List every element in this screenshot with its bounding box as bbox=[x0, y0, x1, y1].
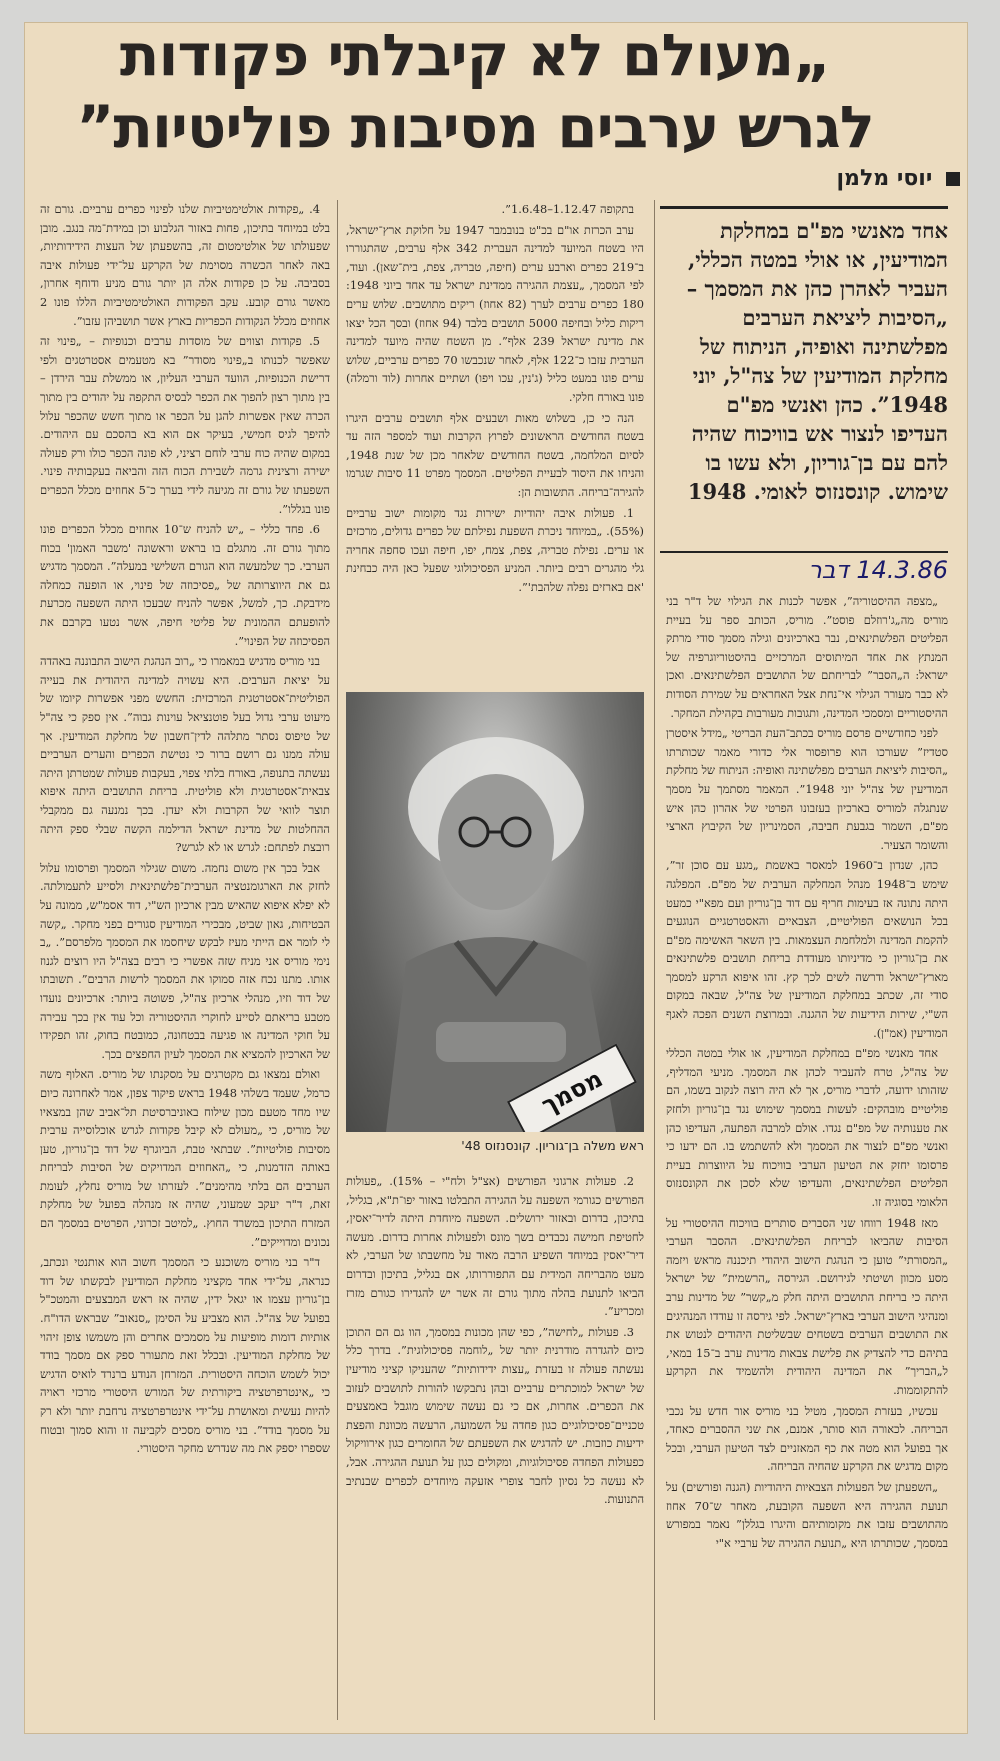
paragraph: אבל בכך אין משום נחמה. משום שגילוי המסמך ופרסומו עלול לחזק את הארגומנטציה הערבית־פלשתינאית ולסייע לתעמולתה. לא יפלא איפוא שהאיש מבין ארכיון הש"י, דוד אסמ"ש, ממונה על הבטיחות, גאון שביט, מבכירי המודיעין סגורים בפני מחקר. „קשה לי לומר אם הייתי מעיז לבקש שיחסמו את המסמך מלפרסם”. „ב נימי מוריס אני מניח שזה אפשרי כי רבים בצה"ל היו רוצים לגנוז אותו. מתנו נכח אזה סמוקו את המסמך לרשות הרבים”. תשובתו של דוד וזיו, מנהלי ארכיון צה"ל, פשוטה ביותר: ארכיונים נועדו מטבע בריאתם לסייע לחוקרי ההיסטוריה וכל עוד אין בכך עבירה על חוקי המדינה או פגיעה בבטחונה, כמובטח בחוק, זהו תפקידו של הארכיון להמציא את המסמך לעיון החפצים בכך. bbox=[40, 860, 330, 1061]
paragraph: „מצפה ההיסטוריה”, אפשר לכנות את הגילוי של ד"ר בני מוריס מה„ג'רוזלם פוסט”. מוריס, הכותב ספר על בעיית הפליטים הפלשתינאים, נבר בארכיונים וגילה מסמך סודי מרתק המנתץ את אחד המיתוסים המרכזיים בהיסטוריוגרפיה של ישראל: ה„הסבר” לבריחתם של התושבים הפלשתינאים. ואכן לא כבר מעורר הגילוי אי־נחת אצל האחראים על שמירת הסודות ההיסטוריים ומסמכי המדינה, ותגובות מעורבות בקהילת המחקר. bbox=[666, 594, 948, 720]
paragraph: 4. „פקודות אולטימטיביות שלנו לפינוי כפרים ערביים. גורם זה בלט במיוחד בתיכון, פחות באזור הגלבוע וכן במידת־מה בנגב. מובן שפעולתו של אולטימטום זה, בהשפעתן של העצות הידידותיות, באה לאחר הכשרה מסוימת של הקרקע על־ידי פעולות איבה בסביבה. על כן פקודות אלה הן יותר גורם מניע ודוחף אחרון, מאשר גורם קובע. עקב הפקודות האולטימטיביות הללו פונו 2 אחוזים מכלל הנקודות הכפריות בארץ אשר תושביהן עזבו”. bbox=[40, 202, 330, 328]
column-divider bbox=[654, 200, 655, 1720]
document-stamp: מסמך bbox=[507, 1043, 637, 1132]
article-column-middle-top bbox=[346, 200, 644, 680]
lead-top-rule bbox=[660, 206, 948, 209]
paragraph: 5. פקודות וצווים של מוסדות ערבים וכנופיות – „פינוי זה שאפשר לכנותו ב„פינוי מסודר” בא מטעמים אסטרטגים ולפי דרישת הכנופיות, הוועד הערבי העליון, או ממשלת עבר הירדן – בין מתוך רצון להפוך את הכפר לבסיס התקפה על יהודים בין מתוך הכרה שאין אפשרות להגן על הכפר או מתוך חשש שהכפר עלול להיפך לגיס חמישי, בעיקר אם הוא בא בהסכם עם היהודים. במקום שהיה כוח ערבי לוחם רציני, לא פונה הכפר כולו ורק פעולה ישירה ורצינית גרמה לשבירת הכוח הזה והביאה בעקבותיה פינוי. השפעתו של גורם זה מגיעה לידי בערך כ־5 אחוזים מכלל הכפרים פונו בגללו”. bbox=[40, 334, 330, 516]
portrait-photo bbox=[346, 692, 644, 1132]
paragraph: ד"ר בני מוריס משוכנע כי המסמך חשוב הוא אותנטי ונכתב, כנראה, על־ידי אחד מקציני מחלקת המודיעין לבקשתו של דוד בן־גוריון עצמו או יגאל ידין, שהיה אז ראש המבצעים והמטכ"ל בפועל של צה"ל. הוא מצביע על הסימן „סנאוב” שבראש הדו"ח. אותיות דומות מופיעות על מסמכים אחרים והן משמשו צופן זיהוי של מחלקת המודיעין. ובכלל זאת מתעורר ספק אם מסמך בודד יכול לשמש הוכחה היסטורית. המזרחן הנודע ברנרד לואיס הדגיש כי „אינטרפרטציה ביקורתית של המורש היסטורי מרכזי ראויה להיות נעשית ומאושרת על־ידי אינטרפרטציה נרחבת יותר ולא רק על מסמך בודד”. בני מוריס מסכים לקביעה זו והוא סמוך ובטוח שספרו יספק את מה שנדרש מחקר היסטורי. bbox=[40, 1255, 330, 1456]
handwritten-date-note: 14.3.86 דבר bbox=[808, 556, 948, 584]
headline-line-1: „מעולם לא קיבלתי פקודות bbox=[119, 21, 831, 89]
paragraph: אחד מאנשי מפ"ם במחלקת המודיעין, או אולי במטה הכללי של צה"ל, טרח להעביר לכהן את המסמך. מניעי המדליף, שזהותו ידועה, לדברי מוריס, אך לא היה רוצה לנקוב בשמו, הם פוליטיים מובהקים: לעשות במסמך שימוש נגד בן־גוריון ולחזק את טענותיה של מפ"ם נגדו. אולם למרבה הפתעה, העדיפו כהן ואנשי מפ"ם לנצור את המסמך ולא להשתמש בו. הם ידעו כי פרסומו יחזק את הטיעון הערבי בוויכוח על היווצרות בעיית הפליטים הפלשתינאים, והעדיפו שלא לסכן את הקונסנזוס הלאומי בסוגיה זו. bbox=[666, 1046, 948, 1209]
byline-author: יוסי מלמן bbox=[836, 166, 933, 191]
article-column-left bbox=[40, 200, 330, 1722]
paragraph: 6. פחד כללי – „יש להניח ש־10 אחוזים מכלל הכפרים פונו מתוך גורם זה. מתגלם בו בראש וראשונה 'משבר האמון' בכוח הערבי. כך שלמעשה הוא הגורם השלישי במעלה”. המסמך מדגיש גם את היווצרותה של „פסיכוזה של פינוי, או הופעה כמחלה מידבקת. כך, למשל, אפשר להניח שבעכו היתה השפעה מכרעת להופעתם ההמונית של פליטי חיפה, אשר נטעו בקרבם את הפסיכוזה של הפינוי”. bbox=[40, 522, 330, 648]
byline bbox=[837, 166, 961, 191]
paragraph: בתקופה 1.12.47–1.6.48”. bbox=[501, 202, 634, 216]
paragraph: ואולם נמצאו גם מקטרגים על מסקנתו של מוריס. האלוף משה כרמל, שעמד בשלהי 1948 בראש פיקוד צפון, אמר לאחרונה כיום שיו מחד מטעם מכון שילוח באוניברסיטת תל־אביב שהן במצאיו של מוריס, כי „מעולם לא קיבל פקודות לגרש אוכלוסייה ערבית מסיבות פוליטיות”. שבתאי טבת, הביוגרף של דוד בן־גוריון, טען באותה הזדמנות, כי „האחוזים המדויקים של הסיבות לבריחת הערבים הם בלתי מהימנים”. לעזרתו של מוריס נחלץ, לעומת זאת, ד"ר יעקב שמעוני, שהיה אז מנהלה בפועל של מחלקת המזרח התיכון במשרד החוץ. „למיטב זכרוני, הפרטים במסמך הם נכונים ומדוייקים”. bbox=[40, 1067, 330, 1249]
photo-caption: ראש משלה בן־גוריון. קונסנזוס 48' bbox=[461, 1138, 644, 1153]
paragraph: מאז 1948 רווחו שני הסברים סותרים בוויכוח ההיסטורי על הסיבות שהביאו לבריחת הפלשתינאים. ההסבר הערבי „המסורתי” טוען כי הנהגת הישוב היהודי תיכננה מראש ויזמה מסע מכוון ושיטתי לגירושם. הגירסה „הרשמית” של ישראל היתה כי בריחת התושבים היתה חלק מ„קשר” של מדינות ערב ומנהיגי הישוב הערבי בארץ־ישראל. לפי גירסה זו עודדו המנהיגים את התושבים הערבים בשטחים שבשליטת היהודים לנטוש את בתיהם כדי להצדיק את פלישת צבאות מדינות ערב ב־15 במאי, ל„הבריך” את המדינה היהודית ולהשמיד את הקרקע להתקוממות. bbox=[666, 1215, 948, 1397]
paragraph: 2. פעולות ארגוני הפורשים (אצ"ל ולח"י – 15%). „פעולות הפורשים כגורמי השפעה על ההגירה התבלטו באזור יפו־ת"א, בגליל, בתיכון, בדרום ובאזור ירושלים. השפעה מיוחדת היתה לדיר־יאסין, לחטיפת חמישה נכבדים בשך מונס ולפעולות אחרות בדרום. מעשה דיר־יאסין במיוחד השפיע הרבה מאוד על מחשבתו של הערבי, לא מעט מהבריחה המידית עם התפוררותו, אם בגליל, בתיכון ובדרום הביאו לתנועת בהלה מתוך גורם זה אשר יש להגדירו כגורם מזרז ומכריע”. bbox=[346, 1174, 644, 1319]
article-column-middle-bottom bbox=[346, 1172, 644, 1722]
byline-square-icon bbox=[946, 172, 960, 186]
article-column-right bbox=[666, 592, 948, 1722]
paragraph: 1. פעולות איבה יהודיות ישירות נגד מקומות ישוב ערביים (55%). „במיוחד ניכרת השפעת נפילתם של כפרים גדולים, מרכזים או ערים. נפילת טבריה, צפת, צמח, יפו, חיפה ועכו סחפה אחריה גלי מהגרים רבים ביותר. המניע הפסיכולוגי שפעל כאן היה כבחינת 'אם בארזים נפלה שלהבת'”. bbox=[346, 505, 644, 594]
paragraph: „השפעתן של הפעולות הצבאיות היהודיות (הגנה ופורשים) על תנועת ההגירה היא השפעה הקובעת, מאחר ש־70 אחוז מהתושבים עזבו את מקומותיהם והיגרו בגללן” נאמר במפורש במסמך, שכותרתו היא „תנועת ההגירה של ערביי א"י bbox=[666, 1479, 948, 1550]
paragraph: עכשיו, בעזרת המסמך, מטיל בני מוריס אור חדש על נכבי הבריחה. לכאורה הוא סותר, אמנם, את שני ההסברים כאחד, אך בפועל הוא מטה את כף המאזניים לצד הטיעון הערבי, ובכל מקום מדגיש את הקרקע שהחיה הבריחה. bbox=[666, 1403, 948, 1474]
headline-line-2: לגרש ערבים מסיבות פוליטיות” bbox=[76, 93, 874, 161]
lead-bottom-rule bbox=[660, 551, 948, 553]
paragraph: לפני כחודשיים פרסם מוריס בכתב־העת הבריטי „מידל איסטרן סטדיז” שעורכו הוא פרופסור אלי כדורי מאמר שכותרתו „הסיבות ליציאת הערבים מפלשתינה ואופיה: הניתוח של מחלקת המודיעין של צה"ל יוני 1948”. המאמר מסתמך על מסמך שנתגלה למוריס בארכיון בעזבונו הפרטי של אהרון כהן איש מפ"ם, השמור בגבעת חביבה, הסמינריון של הקיבוץ הארצי והשומר הצעיר. bbox=[666, 726, 948, 852]
paragraph: כהן, שנדון ב־1960 למאסר באשמת „מגע עם סוכן זר”, שימש ב־1948 מנהל המחלקה הערבית של מפ"ם. המפלגה היתה נתונה אז בעימות חריף עם דוד בן־גוריון ועם מפא"י כמעט בכל הנושאים הפוליטיים, הצבאיים והאסטרטגיים הנוגעים להקמת המדינה ולמלחמת העצמאות. בין השאר האשימה מפ"ם את בן־גוריון כי מדיניותו מעודדת בריחת תושבים פלשתינאים מארץ־ישראל ודרשה לשים לכך קץ. זהו איפוא הרקע למסמך סודי זה, שכתב במחלקת המודיעין של צה"ל, שבאה במקום הש"י, שירות הידיעות של ההגנה. ובמרוצת השנים הפכה לאגף המודיעין (אמ"ן). bbox=[666, 858, 948, 1040]
paragraph: בני מוריס מדגיש במאמרו כי „רוב הנהגת הישוב התבוננה באהדה על יציאת הערבים. היא עשויה למדינה היהודית את בעייה הפוליטית־אסטרטגית המרכזית: החשש מפני אפשרות קיומו של מיעוט ערבי גדול בעל פוטנציאל עוינות גבוה”. אין ספק כי צה"ל של טיפוס נסתר מתלהה לדין־חשבון של מחלקת המודיעין. אך עולה ממנו גם רושם ברור כי נטישת הכפרים והערים הערביים נעשתה בתנופה, באורח בלתי צפוי, בעקבות פעולות שמטרתן היתה צבאית־אסטרטגית ולא פוליטית. בריחת התושבים היתה איפוא תוצר לוואי של הקרבות ולא יעדן. בכך נמנעה גם ממקבלי ההחלטות של מדינת ישראל הדילמה הקשה שבלי ספק היתה רובצת לפתחם: לגרש או לא לגרש? bbox=[40, 654, 330, 855]
paragraph: ערב הכרזת או"ם בכ"ט בנובמבר 1947 על חלוקת ארץ־ישראל, היו בשטח המיועד למדינה העברית 342 אלף ערבים, שהתגוררו ב־219 כפרים וארבע ערים (חיפה, טבריה, צפת, בית־שאן). ועוד, לפי המסמך, „עצמת ההגירה ממדינת ישראל עד אחד ביוני 1948: 180 כפרים ערבים לערך (82 אחוז) ריקים מתושבים. שלוש ערים ריקות כליל ובחיפה 5000 תושבים בלבד (94 אחוז) ובסך הכל יצאו את מדינת ישראל 239 אלף”. מן השטח שהיה מיועד למדינה הערבית עזבו כ־122 אלף, לאחר שנכבשו 70 כפרים ערביים, שלוש ערים פונו במעט כליל (ג'נין, עכו ויפו) ושתיים אחרות (לוד ורמלה) פונו באורח חלקי. bbox=[346, 222, 644, 404]
lead-paragraph: אחד מאנשי מפ"ם במחלקת המודיעין, או אולי במטה הכללי, העביר לאהרן כהן את המסמך – „הסיבות ליציאת הערבים מפלשתינה ואופיה, הניתוח של מחלקת המודיעין של צה"ל, יוני 1948”. כהן ואנשי מפ"ם העדיפו לנצור אש בוויכוח שהיה להם עם בן־גוריון, ולא עשו בו שימוש. קונסנזוס לאומי. 1948 bbox=[686, 218, 948, 504]
column-divider bbox=[337, 200, 338, 1720]
paragraph: הנה כי כן, בשלוש מאות ושבעים אלף תושבים ערבים היגרו בשטח החודשים הראשונים לפרוץ הקרבות ועוד למספר הזה עד לסיום המלחמה, בשטח החודשים שלאחר מכן של שנת 1948, והניחו את היסוד לבעיית הפליטים. המסמך מפרט 11 סיבות שגרמו להגירה־בריחה. התשובות הן: bbox=[346, 410, 644, 499]
paragraph: 3. פעולות „לחישה”, כפי שהן מכונות במסמך, הוו גם הם התוכן כיום להגדרה מודרנית יותר של „לוחמה פסיכולוגית”. בדרך כלל נעשתה פעולה זו בעזרת „עצות ידידותיות” שהעניקו קציני מודיעין של ישראל למוכתרים ערביים ובהן נתבקשו להורות לתושבים לעזוב את הכפרים. אחרות, אם כי גם נעשה שימוש מוגבל באמצעים טכניים־פסיכולוגיים כגון פחדה על השמועה, הרעשה מכוונת והפצת ידיעות כוזבות. יש להדגיש את השפעתם של החומרים כגון אירוויקול כפעולות הפחדה פסיכולוגיות, ומקולים כגון על תנועת ההגירה. אבל, לא נעשה כל נסיון לחבר צופרי אזעקה מיוחדים לכפרים שבנתיב התנועות. bbox=[346, 1324, 644, 1507]
